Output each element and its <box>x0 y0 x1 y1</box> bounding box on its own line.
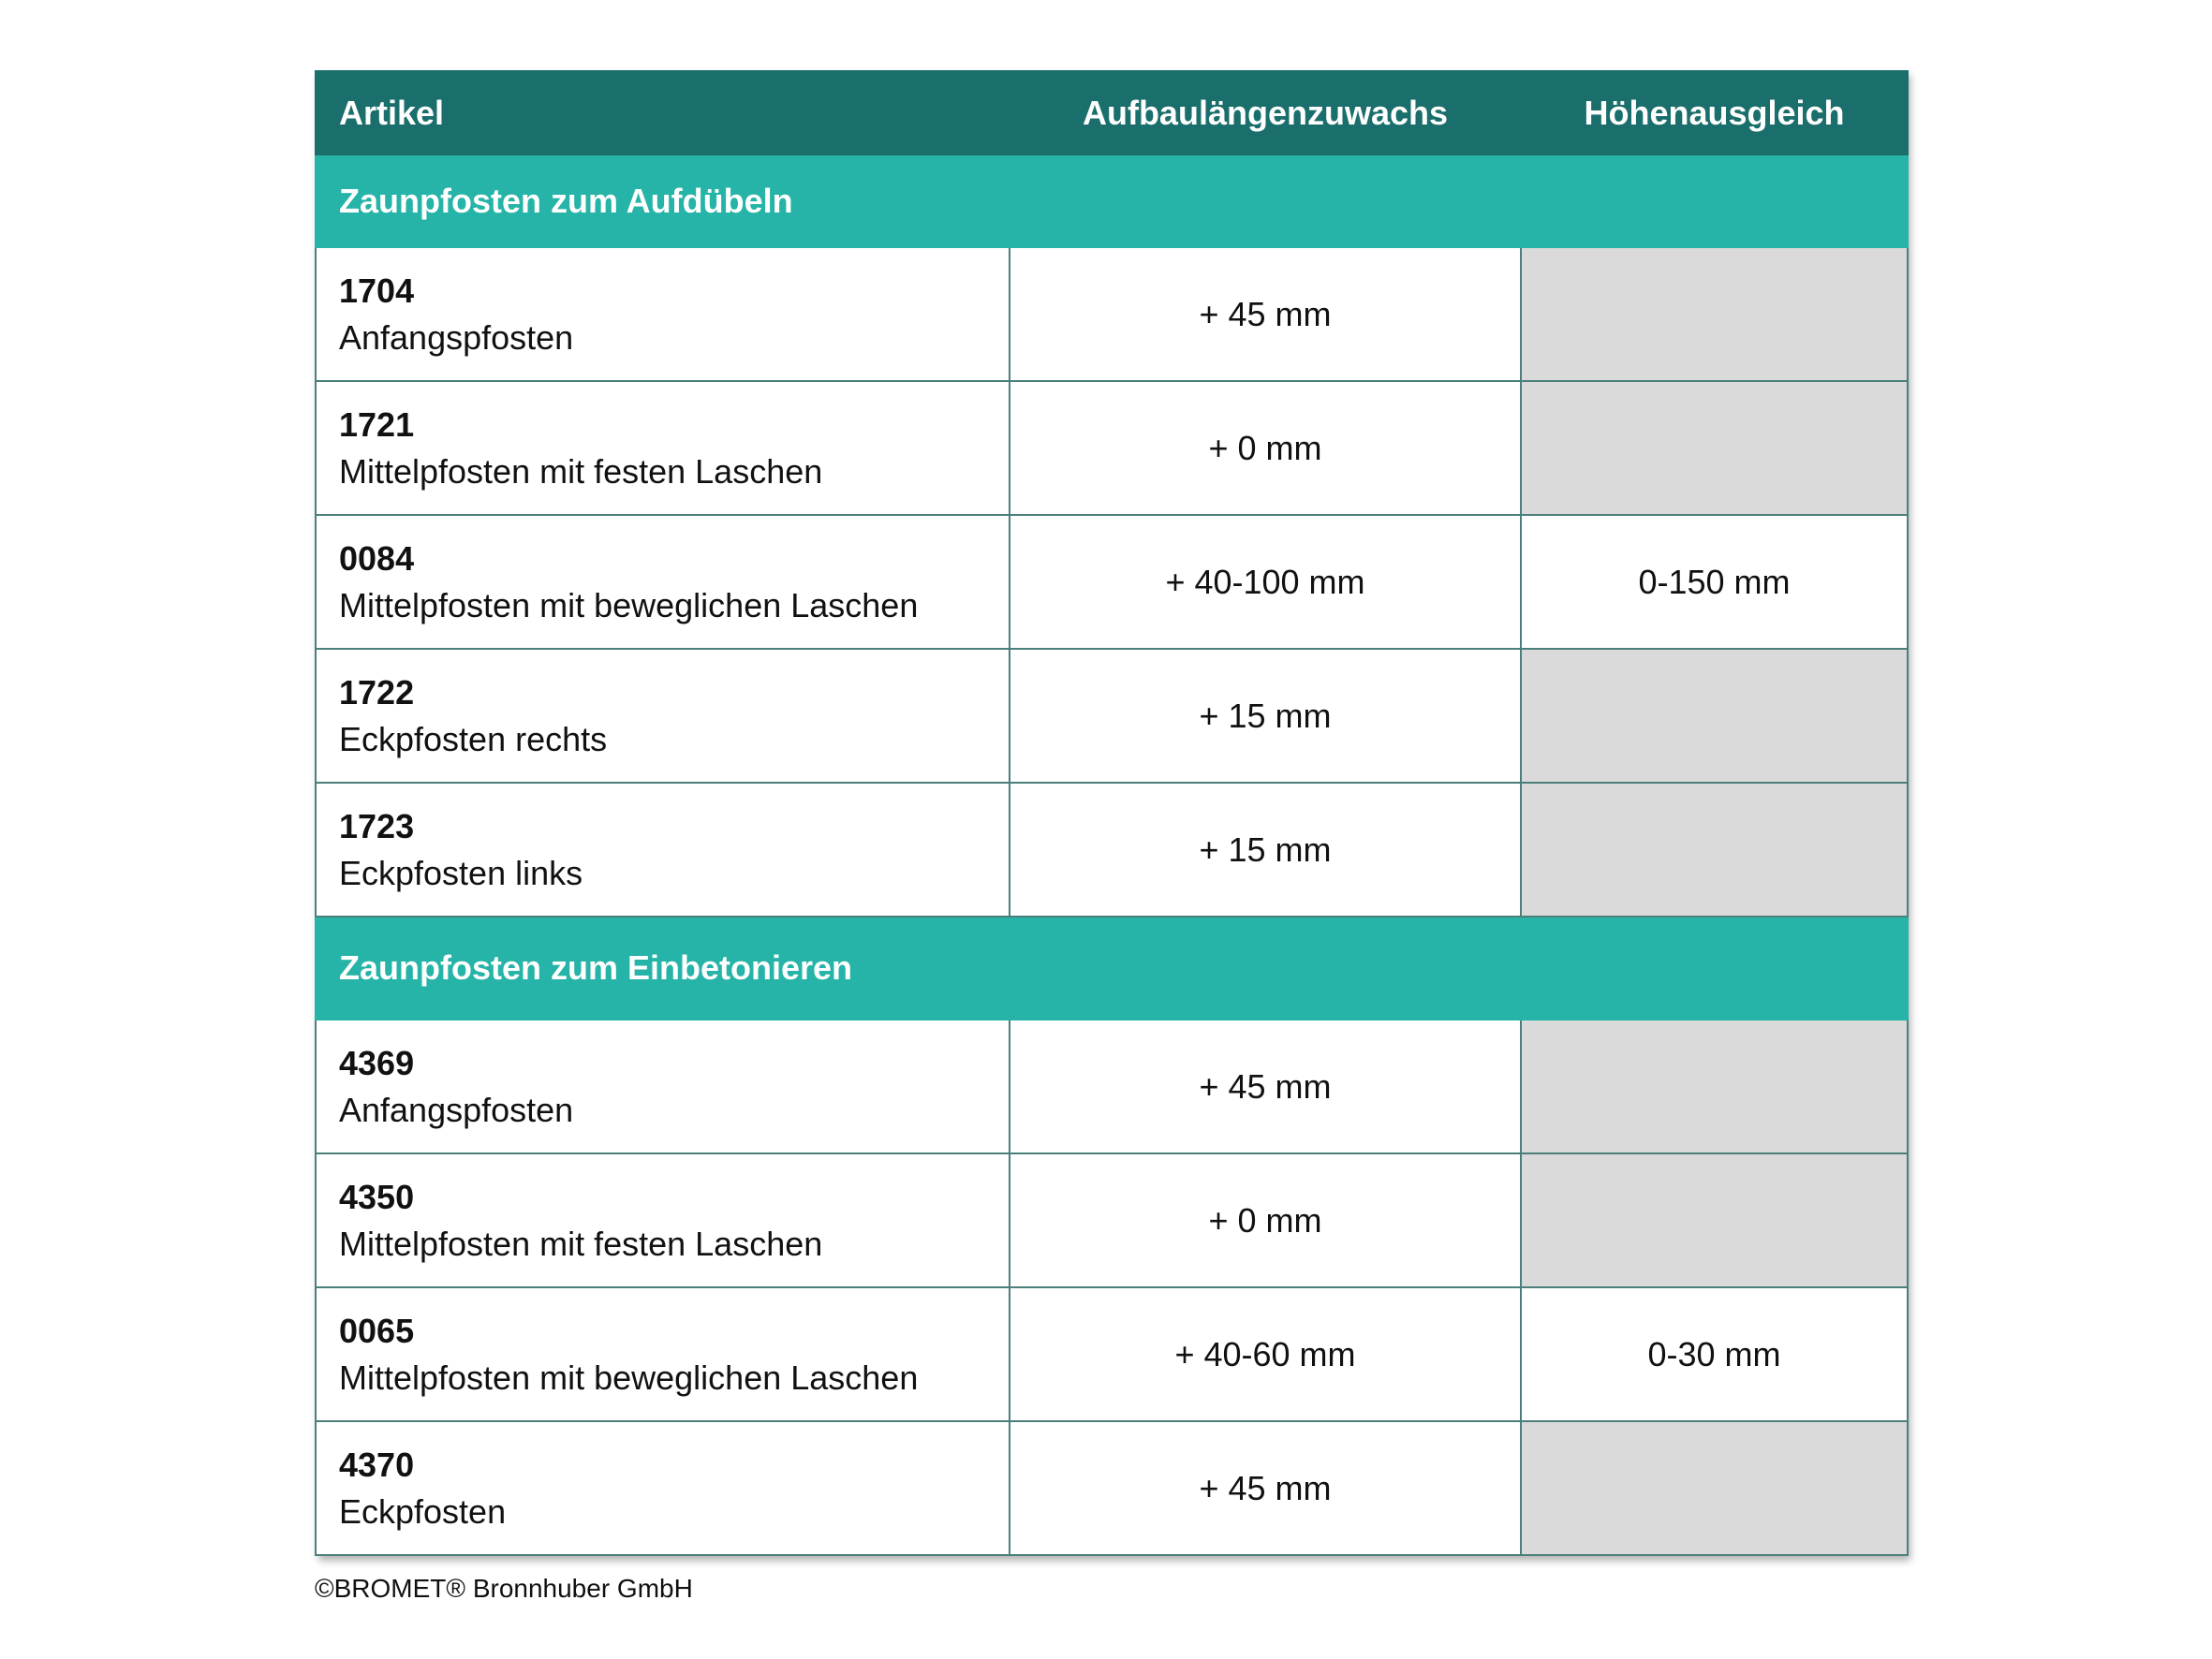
height-cell <box>1521 247 1908 381</box>
growth-cell: + 15 mm <box>1010 649 1521 783</box>
article-cell <box>316 1421 1010 1555</box>
article-cell <box>316 1153 1010 1287</box>
table-row <box>316 1020 1908 1153</box>
article-name: Mittelpfosten mit festen Laschen <box>339 1224 823 1263</box>
article-name: Eckpfosten rechts <box>339 719 608 758</box>
copyright-notice: ©BROMET® Bronnhuber GmbH <box>315 1574 693 1603</box>
growth-cell: + 45 mm <box>1010 1020 1521 1153</box>
article-name: Mittelpfosten mit festen Laschen <box>339 451 823 491</box>
article-name: Anfangspfosten <box>339 1090 574 1129</box>
height-cell <box>1521 649 1908 783</box>
article-number: 0065 <box>339 1311 415 1350</box>
table-row <box>316 1287 1908 1421</box>
height-cell <box>1521 783 1908 917</box>
article-number: 4369 <box>339 1043 415 1082</box>
table-row <box>316 1153 1908 1287</box>
article-cell <box>316 515 1010 649</box>
height-cell: 0-150 mm <box>1521 515 1908 649</box>
growth-cell: + 15 mm <box>1010 783 1521 917</box>
table-row <box>316 515 1908 649</box>
height-cell <box>1521 381 1908 515</box>
article-cell <box>316 381 1010 515</box>
article-cell <box>316 783 1010 917</box>
article-name: Mittelpfosten mit beweglichen Laschen <box>339 585 919 624</box>
article-cell <box>316 1020 1010 1153</box>
article-number: 1721 <box>339 404 415 444</box>
table-header-row <box>316 71 1908 154</box>
height-cell <box>1521 1020 1908 1153</box>
header-article: Artikel <box>316 71 1010 154</box>
article-number: 1723 <box>339 806 415 845</box>
growth-cell: + 0 mm <box>1010 1153 1521 1287</box>
article-number: 1722 <box>339 672 415 712</box>
table-row <box>316 649 1908 783</box>
product-table <box>315 70 1909 1556</box>
height-cell: 0-30 mm <box>1521 1287 1908 1421</box>
height-cell <box>1521 1421 1908 1555</box>
article-number: 4370 <box>339 1445 415 1484</box>
height-cell <box>1521 1153 1908 1287</box>
article-name: Eckpfosten <box>339 1491 507 1531</box>
article-cell <box>316 1287 1010 1421</box>
section-title: Zaunpfosten zum Einbetonieren <box>316 917 1908 1020</box>
header-height: Höhenausgleich <box>1521 71 1908 154</box>
growth-cell: + 40-60 mm <box>1010 1287 1521 1421</box>
article-cell <box>316 649 1010 783</box>
product-table-container <box>315 70 1907 1556</box>
growth-cell: + 40-100 mm <box>1010 515 1521 649</box>
article-number: 1704 <box>339 271 415 310</box>
table-row <box>316 381 1908 515</box>
article-name: Anfangspfosten <box>339 317 574 357</box>
article-name: Eckpfosten links <box>339 853 583 892</box>
growth-cell: + 0 mm <box>1010 381 1521 515</box>
article-number: 4350 <box>339 1177 415 1216</box>
growth-cell: + 45 mm <box>1010 247 1521 381</box>
growth-cell: + 45 mm <box>1010 1421 1521 1555</box>
table-row <box>316 247 1908 381</box>
article-cell <box>316 247 1010 381</box>
header-growth: Aufbaulängenzuwachs <box>1010 71 1521 154</box>
table-row <box>316 783 1908 917</box>
section-row <box>316 154 1908 247</box>
article-number: 0084 <box>339 538 415 578</box>
article-name: Mittelpfosten mit beweglichen Laschen <box>339 1358 919 1397</box>
section-title: Zaunpfosten zum Aufdübeln <box>316 154 1908 247</box>
section-row <box>316 917 1908 1020</box>
table-row <box>316 1421 1908 1555</box>
